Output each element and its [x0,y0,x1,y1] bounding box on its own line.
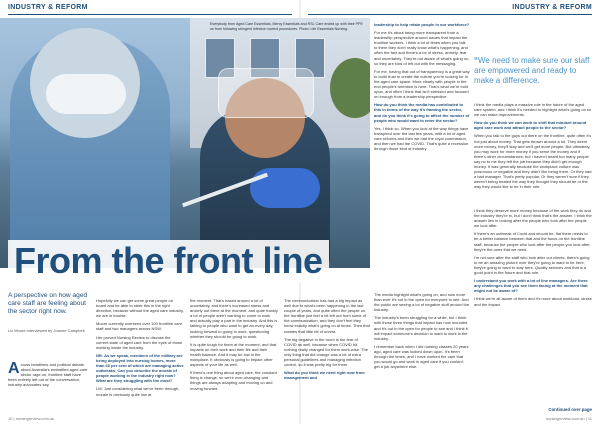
paragraph: The industry's been struggling for a while, but I think with those three things that impact has now mounted and it's out in the open for people to see and I think it will impact someone's decision to want to work in the industry. [374,315,468,341]
paragraph: Her proved Nursing Review to discuss the current state of aged care from the eyes of those working inside the industry. [96,334,183,350]
article-column-7 [474,102,592,206]
header-rule-right [308,14,592,15]
paragraph: Moore currently oversees over 100 frontline care staff and two managers across NSW. [96,321,183,332]
question: leadership to help retain people in our workforce? [374,22,470,27]
question: How do you think the media has contributed to this in terms of the way it's framing the sector, and do you think it's going to affect the number of people who would want to enter the sector? [374,102,470,123]
footer-right: nursingreview.com.au | 11 [545,416,592,421]
photo-caption: Everybody from Aged Care Essentials, Mercy Essentials and RSL Care ended up with their PPE on from following stringent infection control procedures. Photo: Life Essentials Nursing. [210,22,363,31]
photo-face-mask [46,74,126,114]
article-column-2 [96,298,184,400]
paragraph: Across headlines and political debate about Australia's embattled aged care sector rage on, frontline staff have been entirely left out of the conversation, industry advocates say. [8,360,88,388]
paragraph: The media highlight what's going on, and now more than ever it's out in the open for everyone to see. And the public are seeing a lot of negative stuff around the industry. [374,292,470,313]
paragraph: the moment. That's based around a lot of uncertainty, and there's increased stress and anxiety out there at the moment, and quite frankly a lot of people aren't wanting to come to work and actually play a part in the industry. And this is talking to people who want to get an-every day, looking forward to going to work, questioning whether they should be going to work. [190,298,278,339]
question: I understand you work with a lot of line managers. Are there any challenges that you see them facing at the moment that might not be aware of? [474,278,588,294]
paragraph: LM: Just considering what we've been through, morale is obviously quite low at [96,386,180,397]
article-column-3 [190,298,278,394]
paragraph: I think we're all aware of them and it's more about workload, stress and the impact [474,296,592,307]
article-column-4 [284,298,370,383]
continued-label: Continued over page [548,407,592,412]
paragraph: If there's an outbreak of Covid and should be, flat there needs to be a better balance between that and the focus on the frontline staff, because the people who look after the people you look after, they're the ones that we need. [474,231,591,252]
paragraph: The communication has had a big impact as well due to what's been happening in the last couple of years, and quite often the people on the frontline just feel a bit left out from some of the communication, and they don't feel they know exactly what's going on at times. Then that creates that little bit of unrest. [284,298,370,334]
paragraph: For me it's about being more transparent from a leadership perspective around issues that impact the frontline workers. I think a lot of times when you talk to them they don't really know what's happening, and often the fact and there's a lot of stress, anxiety, fear and uncertainty. They're not aware of what's going on, so they are kind of left out with the messaging. [374,30,470,66]
paragraph: When you talk to the guys out there on the frontline, quite often it's not just about money. That gets thrown around a lot. They deem more money, they'll stay and we'll get more people. But ultimately, you may work for more money if you serve the money and if there's other circumstances, but I haven't heard too many people say no to me they left the job because they didn't get enough money. It was generally because the workplace culture was poisonous or negative and they didn't like being there. Or they had a bad manager. That's pretty popular. Or they weren't sure if they weren't being treated the way they thought they should be or the way they would like to be in their role. [474,133,592,190]
header-rule-left [8,14,292,15]
article-column-6 [374,292,470,404]
paragraph: I remember back when I did nursing classes 20 years ago, aged care was looked down upon. It's been through the times, and I have worked the care that you would go and work in aged care if you couldn't get a job anywhere else. [374,343,469,370]
feature-photo [0,18,370,268]
section-header-right: INDUSTRY & REFORM [512,4,592,11]
paragraph: I'm not sure after the staff who look after our clients, there's going to be an amazing picture over they're going to want to be here, they're going to want to stay here. Quality services and that is a good point in the future and that role. [474,254,590,276]
article-column-1 [8,362,90,390]
quote-mark: “ [474,56,478,65]
photo-face-shield [218,68,314,118]
paragraph: It is quite tough for them at the moment, and that impacts on their work and their life and their health balance. And it may be low in the workplace. It obviously is going to impact other aspects of your life as well. [190,341,277,368]
footer-left: 10 | nursingreview.com.au [8,416,55,421]
paragraph: The big negative in the room is the fear of COVID as well, because when COVID hit, nothing really changed for them work-wise. The only thing that did change was a lot of extra personal guidelines and managing infection control, so it was pretty big for them. [284,336,368,368]
drop-cap: A [8,360,20,377]
paragraph: I think they deserve more money because of the work they do and the industry they're in, but I don't think that's the answer. I think the answer lies in looking after the people who look after the people we look after. [474,208,592,229]
paragraph: I think the media plays a massive role in the future of the aged care system, and I think it's needed to highlight what's going on so we can make improvements. [474,102,592,118]
headline: From the front line [8,240,329,282]
question: What do you think we need right now from management and [284,370,365,381]
paragraph: If there's one thing about aged care, the constant thing is change, so we're ever-changing and things are always adapting and moving on and moving forward. [190,370,277,391]
paragraph: For me, having that out of transparency is a great way to build trust to create the culture you're looking for in the aged care space. More clearly with people in the end people's retention is here. That's what we're built upon, and often I think that isn't stressed and focused on enough from a leadership perspective. [374,68,470,100]
article-column-8 [474,208,592,404]
intro-standfirst: A perspective on how aged care staff are feeling about the sector right now. [8,292,88,315]
section-header-left: INDUSTRY & REFORM [8,4,88,11]
question: NR: As we speak, members of the military are being deployed into nursing homes, more than 60 per cent of which are managing active outbreaks. Can you describe the morale of people working in the industry right now? What are they struggling with the most? [96,352,184,384]
article-column-5 [374,22,470,292]
byline: Liz Moore interviewed by Joanne Campbell [8,328,85,333]
pull-quote: “We need to make sure our staff are empowered and ready to make a difference. [474,56,590,85]
question: How do you think we can work to shift that mindset around aged care work and attract people to the sector? [474,120,587,131]
paragraph: Yes, I think so. When you look at the way things have transpired over the last few years, with a lot of aged care reforms and then we had the royal commission, and then we had the COVID. That's quite a recession through those kind of industry. [374,125,469,152]
paragraph: Hopefully we can get some great people on board and be able to steer this in the right direction, because without the aged care industry, we are in trouble. [96,298,184,319]
